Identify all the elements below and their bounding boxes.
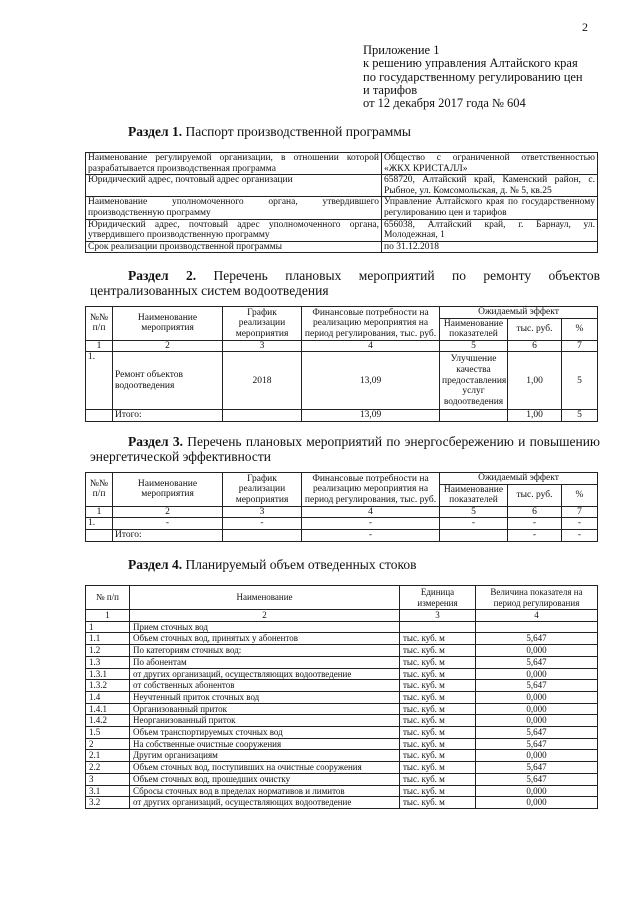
row-num: 3.1 xyxy=(86,785,130,797)
table-row xyxy=(86,738,598,750)
col-value-header: тыс. руб. xyxy=(508,318,562,340)
row-num: 1. xyxy=(86,518,113,530)
col-value-header: Величина показателя на период регулирования xyxy=(476,586,598,610)
col-schedule-header: График реализации мероприятия xyxy=(223,307,302,341)
section1-num: Раздел 1. xyxy=(128,124,183,139)
column-index-cell: 1 xyxy=(86,506,113,518)
appendix-line: и тарифов xyxy=(363,82,418,97)
col-finance-header: Финансовые потребности на реализацию мероприятия на период регулирования, тыс. руб. xyxy=(302,307,440,341)
column-index-cell: 2 xyxy=(113,340,223,352)
row-name: Объем сточных вод, поступивших на очистные сооружения xyxy=(130,762,400,774)
table-row xyxy=(86,621,598,633)
row-value: 0,000 xyxy=(476,691,598,703)
table-row xyxy=(86,785,598,797)
appendix-line: от 12 декабря 2017 года № 604 xyxy=(363,96,526,111)
row-name: Другим организациям xyxy=(130,750,400,762)
total-value: - xyxy=(508,529,562,541)
row-name: - xyxy=(113,518,223,530)
row-value: 5,647 xyxy=(476,680,598,692)
row-num: 1.2 xyxy=(86,645,130,657)
passport-row xyxy=(86,197,598,219)
col-finance-header: Финансовые потребности на реализацию мероприятия на период регулирования, тыс. руб. xyxy=(302,473,440,507)
row-num: 1.1 xyxy=(86,633,130,645)
appendix-header xyxy=(363,44,613,110)
row-num: 1.5 xyxy=(86,727,130,739)
row-value xyxy=(476,621,598,633)
row-name: Прием сточных вод xyxy=(130,621,400,633)
row-name: Объем сточных вод, прошедших очистку xyxy=(130,773,400,785)
repair-table xyxy=(85,306,598,422)
section1-title-text: Паспорт производственной программы xyxy=(185,124,411,139)
col-indicator-header: Наименование показателей xyxy=(440,484,508,506)
row-value: 1,00 xyxy=(508,352,562,410)
section4-title-text: Планируемый объем отведенных стоков xyxy=(185,557,417,572)
table-row xyxy=(86,668,598,680)
passport-value: 656038, Алтайский край, г. Барнаул, ул. Молодежная, 1 xyxy=(382,219,598,241)
row-name: от других организаций, осуществляющих водоотведение xyxy=(130,668,400,680)
row-name: Ремонт объектов водоотведения xyxy=(113,352,223,410)
table-row xyxy=(86,762,598,774)
row-unit: тыс. куб. м xyxy=(400,773,476,785)
passport-row xyxy=(86,175,598,197)
section4-title xyxy=(128,557,416,572)
appendix-line: к решению управления Алтайского края xyxy=(363,56,578,71)
row-name: Объем транспортируемых сточных вод xyxy=(130,727,400,739)
passport-label: Наименование уполномоченного органа, утвердившего производственную программу xyxy=(86,197,382,219)
row-unit: тыс. куб. м xyxy=(400,680,476,692)
section2-num: Раздел 2. xyxy=(128,268,197,283)
row-name: Сбросы сточных вод в пределах нормативов и лимитов xyxy=(130,785,400,797)
table-row xyxy=(86,680,598,692)
row-num: 1.3.1 xyxy=(86,668,130,680)
row-unit: тыс. куб. м xyxy=(400,633,476,645)
col-name-header: Наименование мероприятия xyxy=(113,473,223,507)
col-value-header: тыс. руб. xyxy=(508,484,562,506)
passport-label: Юридический адрес, почтовый адрес организации xyxy=(86,175,382,197)
total-pct: - xyxy=(562,529,598,541)
section2-title-text: Перечень плановых мероприятий по ремонту объектов централизованных систем водоотведения xyxy=(90,268,600,298)
row-unit: тыс. куб. м xyxy=(400,656,476,668)
row-finance: 13,09 xyxy=(302,352,440,410)
row-num: 2.1 xyxy=(86,750,130,762)
row-num: 1.3.2 xyxy=(86,680,130,692)
passport-label: Срок реализации производственной программы xyxy=(86,241,382,253)
appendix-line: по государственному регулированию цен xyxy=(363,69,583,84)
row-num: 1.4 xyxy=(86,691,130,703)
row-num: 1 xyxy=(86,621,130,633)
table-row xyxy=(86,656,598,668)
col-num-header: №№ п/п xyxy=(86,307,113,341)
passport-row xyxy=(86,153,598,175)
row-name: Организованный приток xyxy=(130,703,400,715)
col-name-header: Наименование xyxy=(130,586,400,610)
col-effect-header: Ожидаемый эффект xyxy=(440,473,598,485)
row-num: 3 xyxy=(86,773,130,785)
row-value: 0,000 xyxy=(476,703,598,715)
row-unit: тыс. куб. м xyxy=(400,750,476,762)
row-schedule: - xyxy=(223,518,302,530)
row-value: 0,000 xyxy=(476,750,598,762)
col-indicator-header: Наименование показателей xyxy=(440,318,508,340)
row-value: 5,647 xyxy=(476,727,598,739)
table-row xyxy=(86,797,598,809)
section2-title xyxy=(90,268,600,298)
column-index-cell: 1 xyxy=(86,340,113,352)
passport-label: Юридический адрес, почтовый адрес уполномоченного органа, утвердившего производственную программу xyxy=(86,219,382,241)
column-index-cell: 7 xyxy=(562,506,598,518)
section4-num: Раздел 4. xyxy=(128,557,183,572)
row-unit: тыс. куб. м xyxy=(400,797,476,809)
row-num: 2 xyxy=(86,738,130,750)
passport-value: 658720, Алтайский край, Каменский район, с. Рыбное, ул. Комсомольская, д. № 5, кв.25 xyxy=(382,175,598,197)
energy-table xyxy=(85,472,598,542)
row-value: - xyxy=(508,518,562,530)
row-value: 0,000 xyxy=(476,785,598,797)
column-index-cell: 4 xyxy=(302,506,440,518)
row-unit: тыс. куб. м xyxy=(400,762,476,774)
col-num-header: № п/п xyxy=(86,586,130,610)
column-index-row xyxy=(86,610,598,622)
row-value: 0,000 xyxy=(476,797,598,809)
row-unit: тыс. куб. м xyxy=(400,727,476,739)
row-pct: - xyxy=(562,518,598,530)
row-name: Неучтенный приток сточных вод xyxy=(130,691,400,703)
row-indicator: Улучшение качества предоставления услуг водоотведения xyxy=(440,352,508,410)
table-row xyxy=(86,715,598,727)
column-index-cell: 7 xyxy=(562,340,598,352)
row-value: 5,647 xyxy=(476,738,598,750)
row-name: По категориям сточных вод: xyxy=(130,645,400,657)
passport-label: Наименование регулируемой организации, в отношении которой разрабатывается производственная программа xyxy=(86,153,382,175)
col-schedule-header: График реализации мероприятия xyxy=(223,473,302,507)
row-num: 1.3 xyxy=(86,656,130,668)
total-finance: - xyxy=(302,529,440,541)
column-index-row xyxy=(86,340,598,352)
row-unit: тыс. куб. м xyxy=(400,785,476,797)
row-name: По абонентам xyxy=(130,656,400,668)
row-finance: - xyxy=(302,518,440,530)
table-row xyxy=(86,750,598,762)
passport-row xyxy=(86,241,598,253)
section3-title-text: Перечень плановых мероприятий по энергосбережению и повышению энергетической эффективности xyxy=(90,434,600,464)
row-name: от других организаций, осуществляющих водоотведение xyxy=(130,797,400,809)
total-label: Итого: xyxy=(113,410,223,422)
col-effect-header: Ожидаемый эффект xyxy=(440,307,598,319)
total-label: Итого: xyxy=(113,529,223,541)
row-num: 1.4.2 xyxy=(86,715,130,727)
col-num-header: №№ п/п xyxy=(86,473,113,507)
column-index-cell: 1 xyxy=(86,610,130,622)
passport-value: Управление Алтайского края по государственному регулированию цен и тарифов xyxy=(382,197,598,219)
col-pct-header: % xyxy=(562,484,598,506)
section3-title xyxy=(90,434,600,464)
column-index-cell: 4 xyxy=(476,610,598,622)
table-row xyxy=(86,633,598,645)
col-unit-header: Единица измерения xyxy=(400,586,476,610)
passport-value: по 31.12.2018 xyxy=(382,241,598,253)
column-index-cell: 6 xyxy=(508,506,562,518)
passport-table xyxy=(85,152,598,253)
column-index-cell: 3 xyxy=(223,340,302,352)
col-pct-header: % xyxy=(562,318,598,340)
row-value: 5,647 xyxy=(476,656,598,668)
row-value: 5,647 xyxy=(476,633,598,645)
row-num: 1. xyxy=(86,352,113,410)
row-name: Неорганизованный приток xyxy=(130,715,400,727)
row-schedule: 2018 xyxy=(223,352,302,410)
row-num: 1.4.1 xyxy=(86,703,130,715)
appendix-line: Приложение 1 xyxy=(363,43,440,57)
row-unit: тыс. куб. м xyxy=(400,691,476,703)
section3-num: Раздел 3. xyxy=(128,434,183,449)
col-name-header: Наименование мероприятия xyxy=(113,307,223,341)
row-unit: тыс. куб. м xyxy=(400,738,476,750)
row-name: На собственные очистные сооружения xyxy=(130,738,400,750)
column-index-cell: 5 xyxy=(440,506,508,518)
row-pct: 5 xyxy=(562,352,598,410)
section1-title xyxy=(128,124,411,139)
row-unit: тыс. куб. м xyxy=(400,703,476,715)
row-num: 3.2 xyxy=(86,797,130,809)
passport-row xyxy=(86,219,598,241)
column-index-cell: 3 xyxy=(400,610,476,622)
table-row xyxy=(86,703,598,715)
table-row xyxy=(86,691,598,703)
page-number: 2 xyxy=(582,20,588,34)
row-unit: тыс. куб. м xyxy=(400,645,476,657)
column-index-cell: 5 xyxy=(440,340,508,352)
table-row xyxy=(86,773,598,785)
column-index-cell: 3 xyxy=(223,506,302,518)
row-unit: тыс. куб. м xyxy=(400,715,476,727)
total-finance: 13,09 xyxy=(302,410,440,422)
total-pct: 5 xyxy=(562,410,598,422)
row-name: от собственных абонентов xyxy=(130,680,400,692)
row-value: 0,000 xyxy=(476,715,598,727)
row-indicator: - xyxy=(440,518,508,530)
passport-value: Общество с ограниченной ответственностью «ЖКХ КРИСТАЛЛ» xyxy=(382,153,598,175)
row-name: Объем сточных вод, принятых у абонентов xyxy=(130,633,400,645)
row-value: 5,647 xyxy=(476,773,598,785)
row-value: 5,647 xyxy=(476,762,598,774)
table-row xyxy=(86,645,598,657)
column-index-cell: 2 xyxy=(113,506,223,518)
row-unit xyxy=(400,621,476,633)
column-index-row xyxy=(86,506,598,518)
row-unit: тыс. куб. м xyxy=(400,668,476,680)
row-num: 2.2 xyxy=(86,762,130,774)
total-value: 1,00 xyxy=(508,410,562,422)
row-value: 0,000 xyxy=(476,668,598,680)
wastewater-table xyxy=(85,585,598,809)
table-row xyxy=(86,727,598,739)
column-index-cell: 4 xyxy=(302,340,440,352)
row-value: 0,000 xyxy=(476,645,598,657)
column-index-cell: 6 xyxy=(508,340,562,352)
column-index-cell: 2 xyxy=(130,610,400,622)
